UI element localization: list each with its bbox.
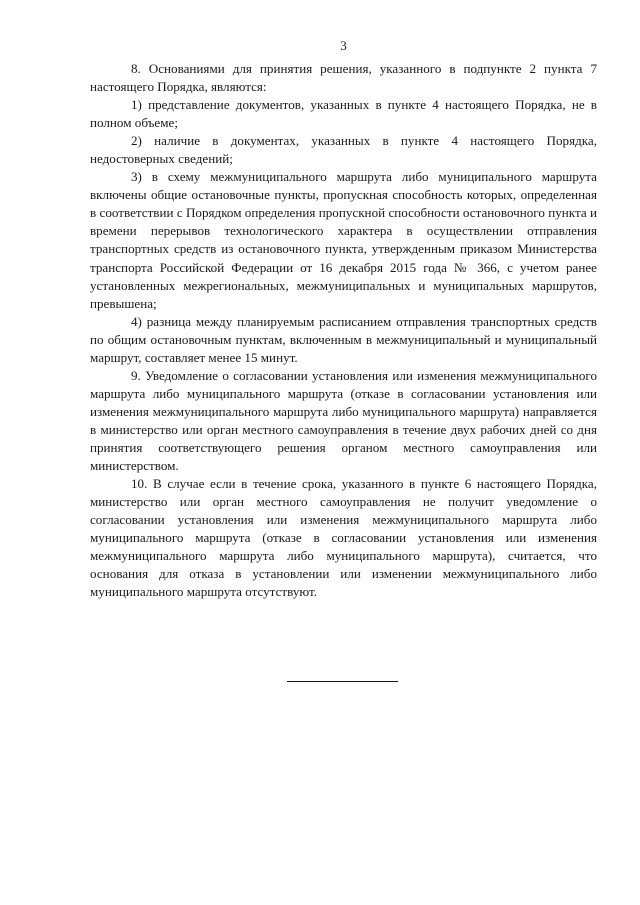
page-number: 3 [340, 38, 347, 53]
paragraph-8-item-1: 1) представление документов, указанных в пункте 4 настоящего Порядка, не в полном объеме; [90, 97, 597, 131]
paragraph-8-item-4: 4) разница между планируемым расписанием отправления транспортных средств по общим остановочным пунктам, включенным в межмуниципальный и муниципальный маршрут, составляет менее 15 минут. [90, 313, 597, 365]
paragraph-8: 8. Основаниями для принятия решения, указанного в подпункте 2 пункта 7 настоящего Порядка, являются: [90, 61, 597, 95]
end-rule-divider [287, 681, 398, 682]
paragraph-10: 10. В случае если в течение срока, указанного в пункте 6 настоящего Порядка, министерство или орган местного самоуправления не получит уведомление о согласовании установления или изменения межмуниципального маршрута либо муниципального маршрута (отказе в согласовании установления или изменения межмуниципального маршрута либо муниципального маршрута), считается, что основания для отказа в установлении или изменении межмуниципального либо муниципального маршрута отсутствуют. [90, 476, 597, 600]
paragraph-8-item-2: 2) наличие в документах, указанных в пункте 4 настоящего Порядка, недостоверных сведений; [90, 133, 597, 167]
paragraph-8-item-3: 3) в схему межмуниципального маршрута либо муниципального маршрута включены общие остановочные пункты, пропускная способность которых, определенная в соответствии с Порядком определения пропускной способности остановочного пункта и времени перерывов технологического характера в осуществлении отправления транспортных средств из остановочного пункта, утвержденным приказом Министерства транспорта Российской Федерации от 16 декабря 2015 года № 366, с учетом ранее установленных межрегиональных, межмуниципальных и муниципальных маршрутов, превышена; [90, 169, 597, 311]
paragraph-9: 9. Уведомление о согласовании установления или изменения межмуниципального маршрута либо муниципального маршрута (отказе в согласовании установления или изменения межмуниципального маршрута либо муниципального маршрута) направляется в министерство или орган местного самоуправления в течение двух рабочих дней со дня принятия соответствующего решения органом местного самоуправления или министерством. [90, 367, 597, 474]
